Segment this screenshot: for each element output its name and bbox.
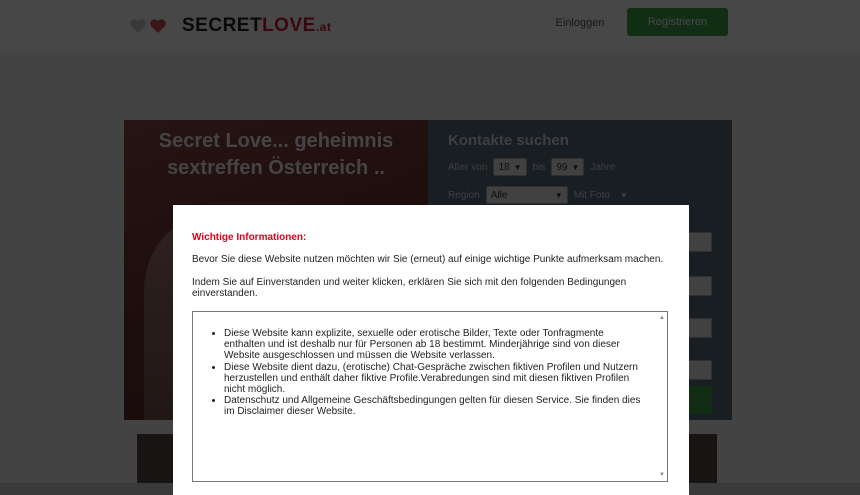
terms-item: • Diese Website dient dazu, (erotische) Chat-Gespräche zwischen fiktiven Profilen und Nutzern herzustellen und enthält daher fiktive Profile.Verabredungen sind mit diesen fiktiven Profilen nicht möglich. [224,362,644,396]
modal-title: Wichtige Informationen: [192,232,307,243]
info-modal [173,205,689,495]
terms-scroll-box[interactable] [192,311,668,482]
terms-scrollbar[interactable] [658,313,666,480]
terms-list [193,328,644,418]
modal-intro-text: Bevor Sie diese Website nutzen möchten wir Sie (erneut) auf einige wichtige Punkte aufmerksam machen. [192,254,664,265]
terms-item: • Diese Website kann explizite, sexuelle oder erotische Bilder, Texte oder Tonfragmente enthalten und ist deshalb nur für Personen ab 18 bestimmt. Minderjährige sind von dieser Website ausgeschlossen und müssen die Website verlassen. [224,328,644,362]
terms-item: • Datenschutz und Allgemeine Geschäftsbedingungen gelten für diesen Service. Sie finden dies im Disclaimer dieser Website. [224,395,644,417]
modal-consent-text: Indem Sie auf Einverstanden und weiter klicken, erklären Sie sich mit den folgenden Bedingungen einverstanden. [192,277,627,299]
scroll-up-icon[interactable]: ▲ [659,315,665,321]
scroll-down-icon[interactable]: ▼ [659,472,665,478]
